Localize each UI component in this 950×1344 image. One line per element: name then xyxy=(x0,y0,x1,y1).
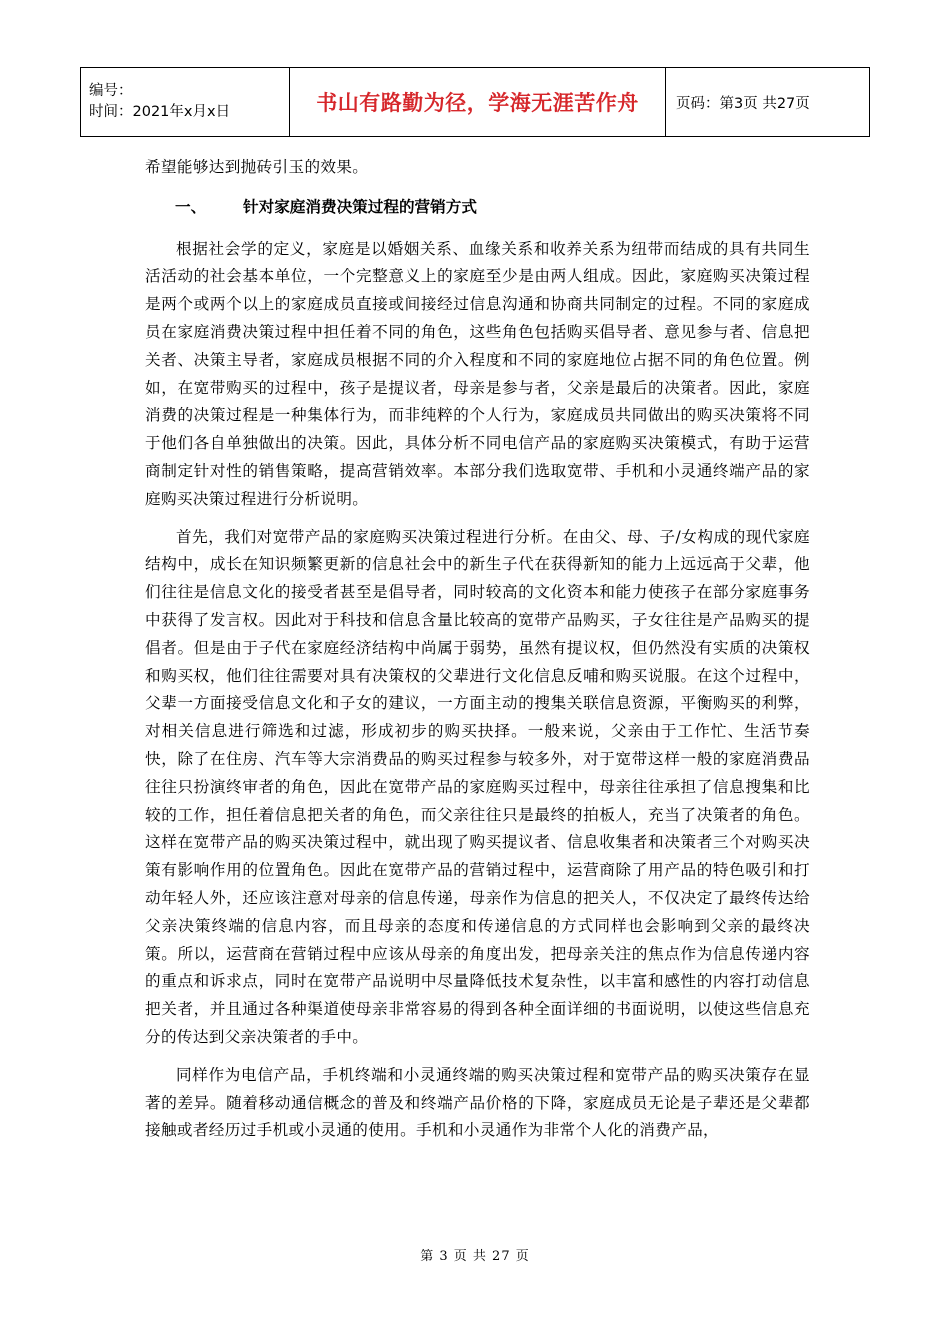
header-left-cell xyxy=(81,68,290,137)
page-label: 页码：第3页 共27页 xyxy=(676,95,810,112)
header-page-cell xyxy=(666,68,870,137)
motto-text: 书山有路勤为径，学海无涯苦作舟 xyxy=(316,91,639,115)
header-table xyxy=(80,67,870,137)
page-footer: 第 3 页 共 27 页 xyxy=(420,1249,530,1264)
header-motto-cell xyxy=(290,68,666,137)
intro-line: 希望能够达到抛砖引玉的效果。 xyxy=(145,158,369,176)
serial-label: 编号： xyxy=(89,83,133,99)
paragraph: 首先，我们对宽带产品的家庭购买决策过程进行分析。在由父、母、子/女构成的现代家庭结构中，成长在知识频繁更新的信息社会中的新生子代在获得新知的能力上远远高于父辈，他们往往是信息文化的接受者甚至是倡导者，同时较高的文化资本和能力使孩子在部分家庭事务中获得了发言权。因此对于科技和信息含量比较高的宽带产品购买，子女往往是产品购买的提倡者。但是由于子代在家庭经济结构中尚属于弱势，虽然有提议权，但仍然没有实质的决策权和购买权，他们往往需要对具有决策权的父辈进行文化信息反哺和购买说服。在这个过程中，父辈一方面接受信息文化和子女的建议，一方面主动的搜集关联信息资源，平衡购买的利弊，对相关信息进行筛选和过滤，形成初步的购买抉择。一般来说，父亲由于工作忙、生活节奏快，除了在住房、汽车等大宗消费品的购买过程参与较多外，对于宽带这样一般的家庭消费品往往只扮演终审者的角色，因此在宽带产品的家庭购买过程中，母亲往往承担了信息搜集和比较的工作，担任着信息把关者的角色，而父亲往往只是最终的拍板人，充当了决策者的角色。这样在宽带产品的购买决策过程中，就出现了购买提议者、信息收集者和决策者三个对购买决策有影响作用的位置角色。因此在宽带产品的营销过程中，运营商除了用产品的特色吸引和打动年轻人外，还应该注意对母亲的信息传递，母亲作为信息的把关人，不仅决定了最终传达给父亲决策终端的信息内容，而且母亲的态度和传递信息的方式同样也会影响到父亲的最终决策。所以，运营商在营销过程中应该从母亲的角度出发，把母亲关注的焦点作为信息传递内容的重点和诉求点，同时在宽带产品说明中尽量降低技术复杂性，以丰富和感性的内容打动信息把关者，并且通过各种渠道使母亲非常容易的得到各种全面详细的书面说明，以使这些信息充分的传达到父亲决策者的手中。 xyxy=(145,527,810,1046)
section-heading xyxy=(175,194,810,222)
section-number: 一、 xyxy=(175,197,207,216)
section-title: 针对家庭消费决策过程的营销方式 xyxy=(243,197,477,216)
time-label: 时间：2021年x月x日 xyxy=(89,104,231,120)
paragraph: 根据社会学的定义，家庭是以婚姻关系、血缘关系和收养关系为纽带而结成的具有共同生活活动的社会基本单位，一个完整意义上的家庭至少是由两人组成。因此，家庭购买决策过程是两个或两个以上的家庭成员直接或间接经过信息沟通和协商共同制定的过程。不同的家庭成员在家庭消费决策过程中担任着不同的角色，这些角色包括购买倡导者、意见参与者、信息把关者、决策主导者，家庭成员根据不同的介入程度和不同的家庭地位占据不同的角色位置。例如，在宽带购买的过程中，孩子是提议者，母亲是参与者，父亲是最后的决策者。因此，家庭消费的决策过程是一种集体行为，而非纯粹的个人行为，家庭成员共同做出的购买决策将不同于他们各自单独做出的决策。因此，具体分析不同电信产品的家庭购买决策模式，有助于运营商制定针对性的销售策略，提高营销效率。本部分我们选取宽带、手机和小灵通终端产品的家庭购买决策过程进行分析说明。 xyxy=(145,239,810,508)
document-body xyxy=(145,154,810,1145)
paragraph: 同样作为电信产品，手机终端和小灵通终端的购买决策过程和宽带产品的购买决策存在显著的差异。随着移动通信概念的普及和终端产品价格的下降，家庭成员无论是子辈还是父辈都接触或者经历过手机或小灵通的使用。手机和小灵通作为非常个人化的消费产品， xyxy=(145,1065,810,1140)
